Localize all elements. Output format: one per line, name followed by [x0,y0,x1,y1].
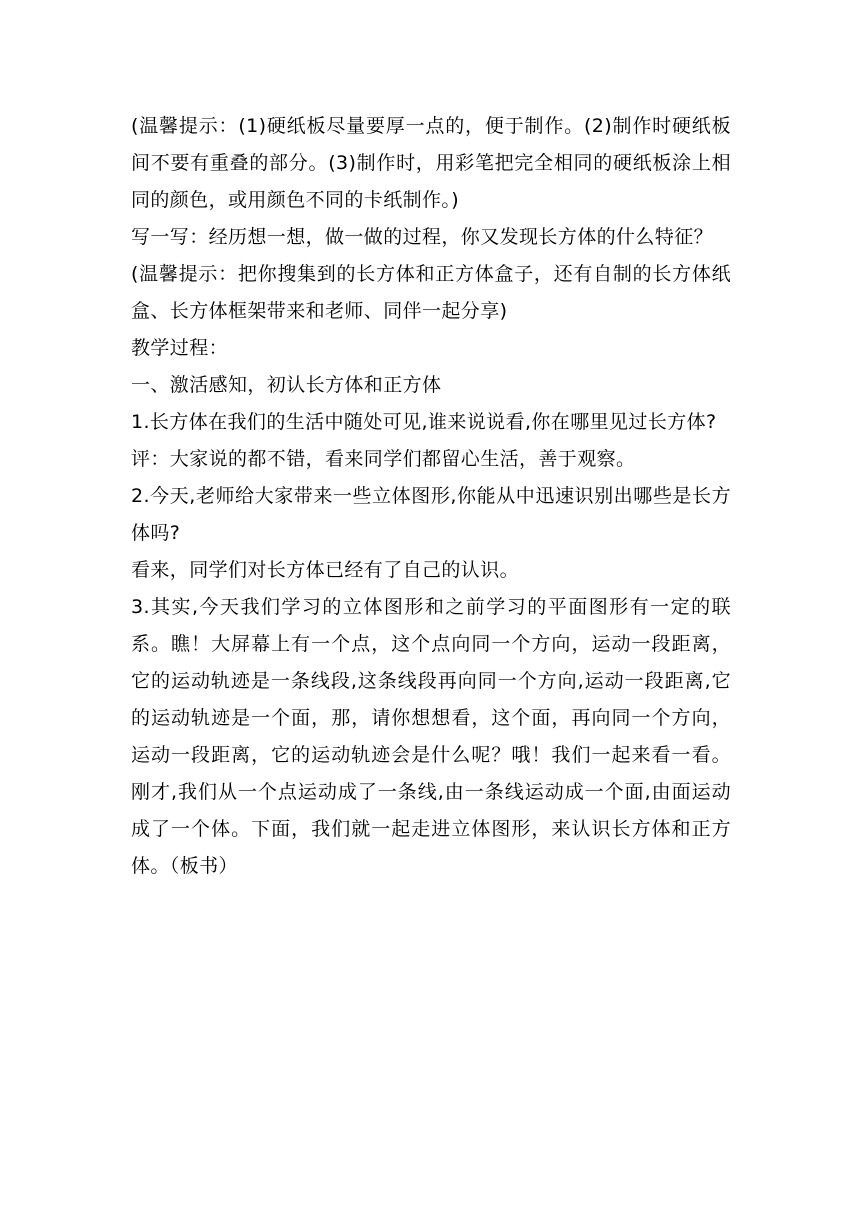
comment-1: 评：大家说的都不错，看来同学们都留心生活，善于观察。 [131,448,636,470]
write-prompt: 写一写：经历想一想，做一做的过程，你又发现长方体的什么特征？ [131,226,714,248]
comment-2: 看来，同学们对长方体已经有了自己的认识。 [131,559,520,581]
tip-paragraph-2: (温馨提示：把你搜集到的长方体和正方体盒子，还有自制的长方体纸盒、长方体框架带来和老师、同伴一起分享) [131,263,731,322]
document-body [131,108,731,885]
step-3: 3.其实,今天我们学习的立体图形和之前学习的平面图形有一定的联系。瞧！大屏幕上有一个点，这个点向同一个方向，运动一段距离，它的运动轨迹是一条线段,这条线段再向同一个方向,运动一段距离,它的运动轨迹是一个面，那，请你想想看，这个面，再向同一个方向，运动一段距离，它的运动轨迹会是什么呢？哦！我们一起来看一看。刚才,我们从一个点运动成了一条线,由一条线运动成一个面,由面运动成了一个体。下面，我们就一起走进立体图形，来认识长方体和正方体。（板书） [131,596,731,877]
tip-paragraph-1: (温馨提示：(1)硬纸板尽量要厚一点的，便于制作。(2)制作时硬纸板间不要有重叠的部分。(3)制作时，用彩笔把完全相同的硬纸板涂上相同的颜色，或用颜色不同的卡纸制作。) [131,115,731,211]
section-heading-1: 一、激活感知，初认长方体和正方体 [131,374,442,396]
step-1: 1.长方体在我们的生活中随处可见,谁来说说看,你在哪里见过长方体? [131,411,717,433]
teaching-process-heading: 教学过程： [131,337,229,359]
step-2: 2.今天,老师给大家带来一些立体图形,你能从中迅速识别出哪些是长方体吗? [131,485,731,544]
